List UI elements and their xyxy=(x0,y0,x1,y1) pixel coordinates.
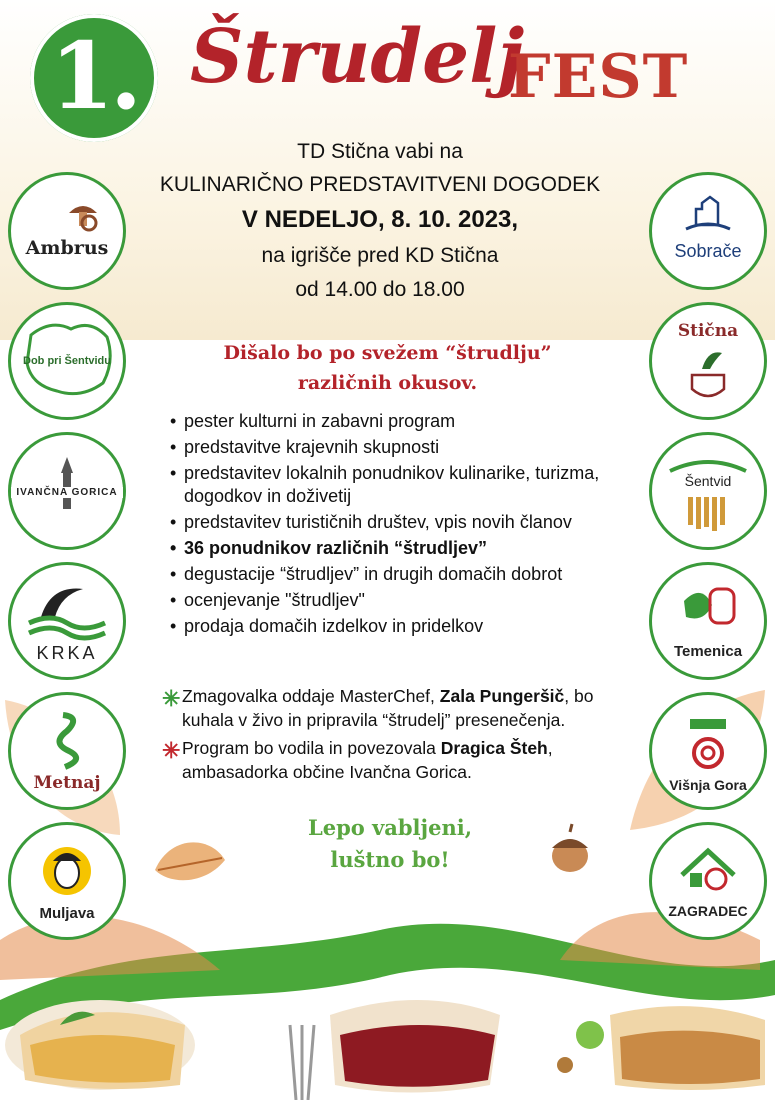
badge-sobrace xyxy=(649,172,767,290)
badge-muljava xyxy=(8,822,126,940)
badge-temenica xyxy=(649,562,767,680)
strudel-photo xyxy=(0,975,775,1100)
guest-note xyxy=(162,685,622,732)
slogan-line: različnih okusov. xyxy=(297,372,478,394)
host-note xyxy=(162,737,622,784)
badge-label: Šentvid xyxy=(684,473,732,489)
note-text: Zmagovalka oddaje MasterChef, xyxy=(182,686,440,706)
list-item: • 36 ponudnikov različnih “štrudljev” xyxy=(170,537,610,560)
note-text: , ambasadorka občine Ivančna Gorica. xyxy=(182,738,553,782)
list-item: • predstavitve krajevnih skupnosti xyxy=(170,436,610,459)
badge-label: IVANČNA GORICA xyxy=(11,487,123,498)
slogan-line: Dišalo bo po svežem “štrudlju” xyxy=(223,342,552,364)
asterisk-icon: ✳ xyxy=(162,686,181,711)
list-item: • degustacije “štrudljev” in drugih domačih dobrot xyxy=(170,563,610,586)
note-text: , bo kuhala v živo in pripravila “štrudelj” presenečenja. xyxy=(182,686,594,730)
event-date: V NEDELJO, 8. 10. 2023, xyxy=(241,206,519,233)
invitation-line: TD Stična vabi na xyxy=(297,140,463,163)
list-item: • predstavitev lokalnih ponudnikov kulinarike, turizma, dogodkov in doživetij xyxy=(170,462,610,508)
festival-title: Štrudelj xyxy=(190,14,525,100)
badge-ambrus xyxy=(8,172,126,290)
castle-icon xyxy=(652,175,764,287)
house-wheel-icon xyxy=(652,825,764,937)
badge-label: Sobrače xyxy=(674,241,742,261)
badge-ivancna-gorica xyxy=(8,432,126,550)
badge-sticna xyxy=(649,302,767,420)
badge-metnaj xyxy=(8,692,126,810)
closing-line: Lepo vabljeni, xyxy=(307,815,473,840)
badge-label: KRKA xyxy=(36,643,98,663)
list-item: • pester kulturni in zabavni program xyxy=(170,410,610,433)
festival-title-suffix: FEST xyxy=(508,42,689,112)
note-text: Program bo vodila in povezovala xyxy=(182,738,441,758)
closing-line: luštno bo! xyxy=(330,847,450,872)
badge-visnja-gora xyxy=(649,692,767,810)
badge-sentvid xyxy=(649,432,767,550)
list-item: • ocenjevanje "štrudljev" xyxy=(170,589,610,612)
pipes-icon xyxy=(652,435,764,547)
edition-badge xyxy=(30,14,158,142)
badge-zagradec xyxy=(649,822,767,940)
leaf-barrel-icon xyxy=(652,565,764,677)
badge-label: Temenica xyxy=(673,643,743,660)
badge-label: Višnja Gora xyxy=(669,777,747,793)
note-highlight: Dragica Šteh xyxy=(440,738,548,758)
note-highlight: Zala Pungeršič xyxy=(439,686,565,706)
badge-label: ZAGRADEC xyxy=(668,903,748,919)
bird-crest-icon xyxy=(652,305,764,417)
list-item: • predstavitev turističnih društev, vpis novih članov xyxy=(170,511,610,534)
badge-label: Dob pri Šentvidu xyxy=(23,355,111,367)
mushroom-icon xyxy=(11,175,123,287)
list-item: • prodaja domačih izdelkov in pridelkov xyxy=(170,615,610,638)
badge-label: Ambrus xyxy=(25,237,109,259)
badge-krka xyxy=(8,562,126,680)
program-list xyxy=(170,410,610,641)
badge-dob xyxy=(8,302,126,420)
badge-label: Muljava xyxy=(39,905,95,922)
event-place: na igrišče pred KD Stična xyxy=(261,244,499,267)
edition-number: 1. xyxy=(49,22,139,130)
event-time: od 14.00 do 18.00 xyxy=(295,278,465,301)
badge-label: Metnaj xyxy=(33,773,101,793)
badge-label: Stična xyxy=(677,321,739,341)
asterisk-icon: ✳ xyxy=(162,738,181,763)
autumn-leaf-icon xyxy=(150,830,230,890)
event-type: KULINARIČNO PREDSTAVITVENI DOGODEK xyxy=(159,173,601,196)
